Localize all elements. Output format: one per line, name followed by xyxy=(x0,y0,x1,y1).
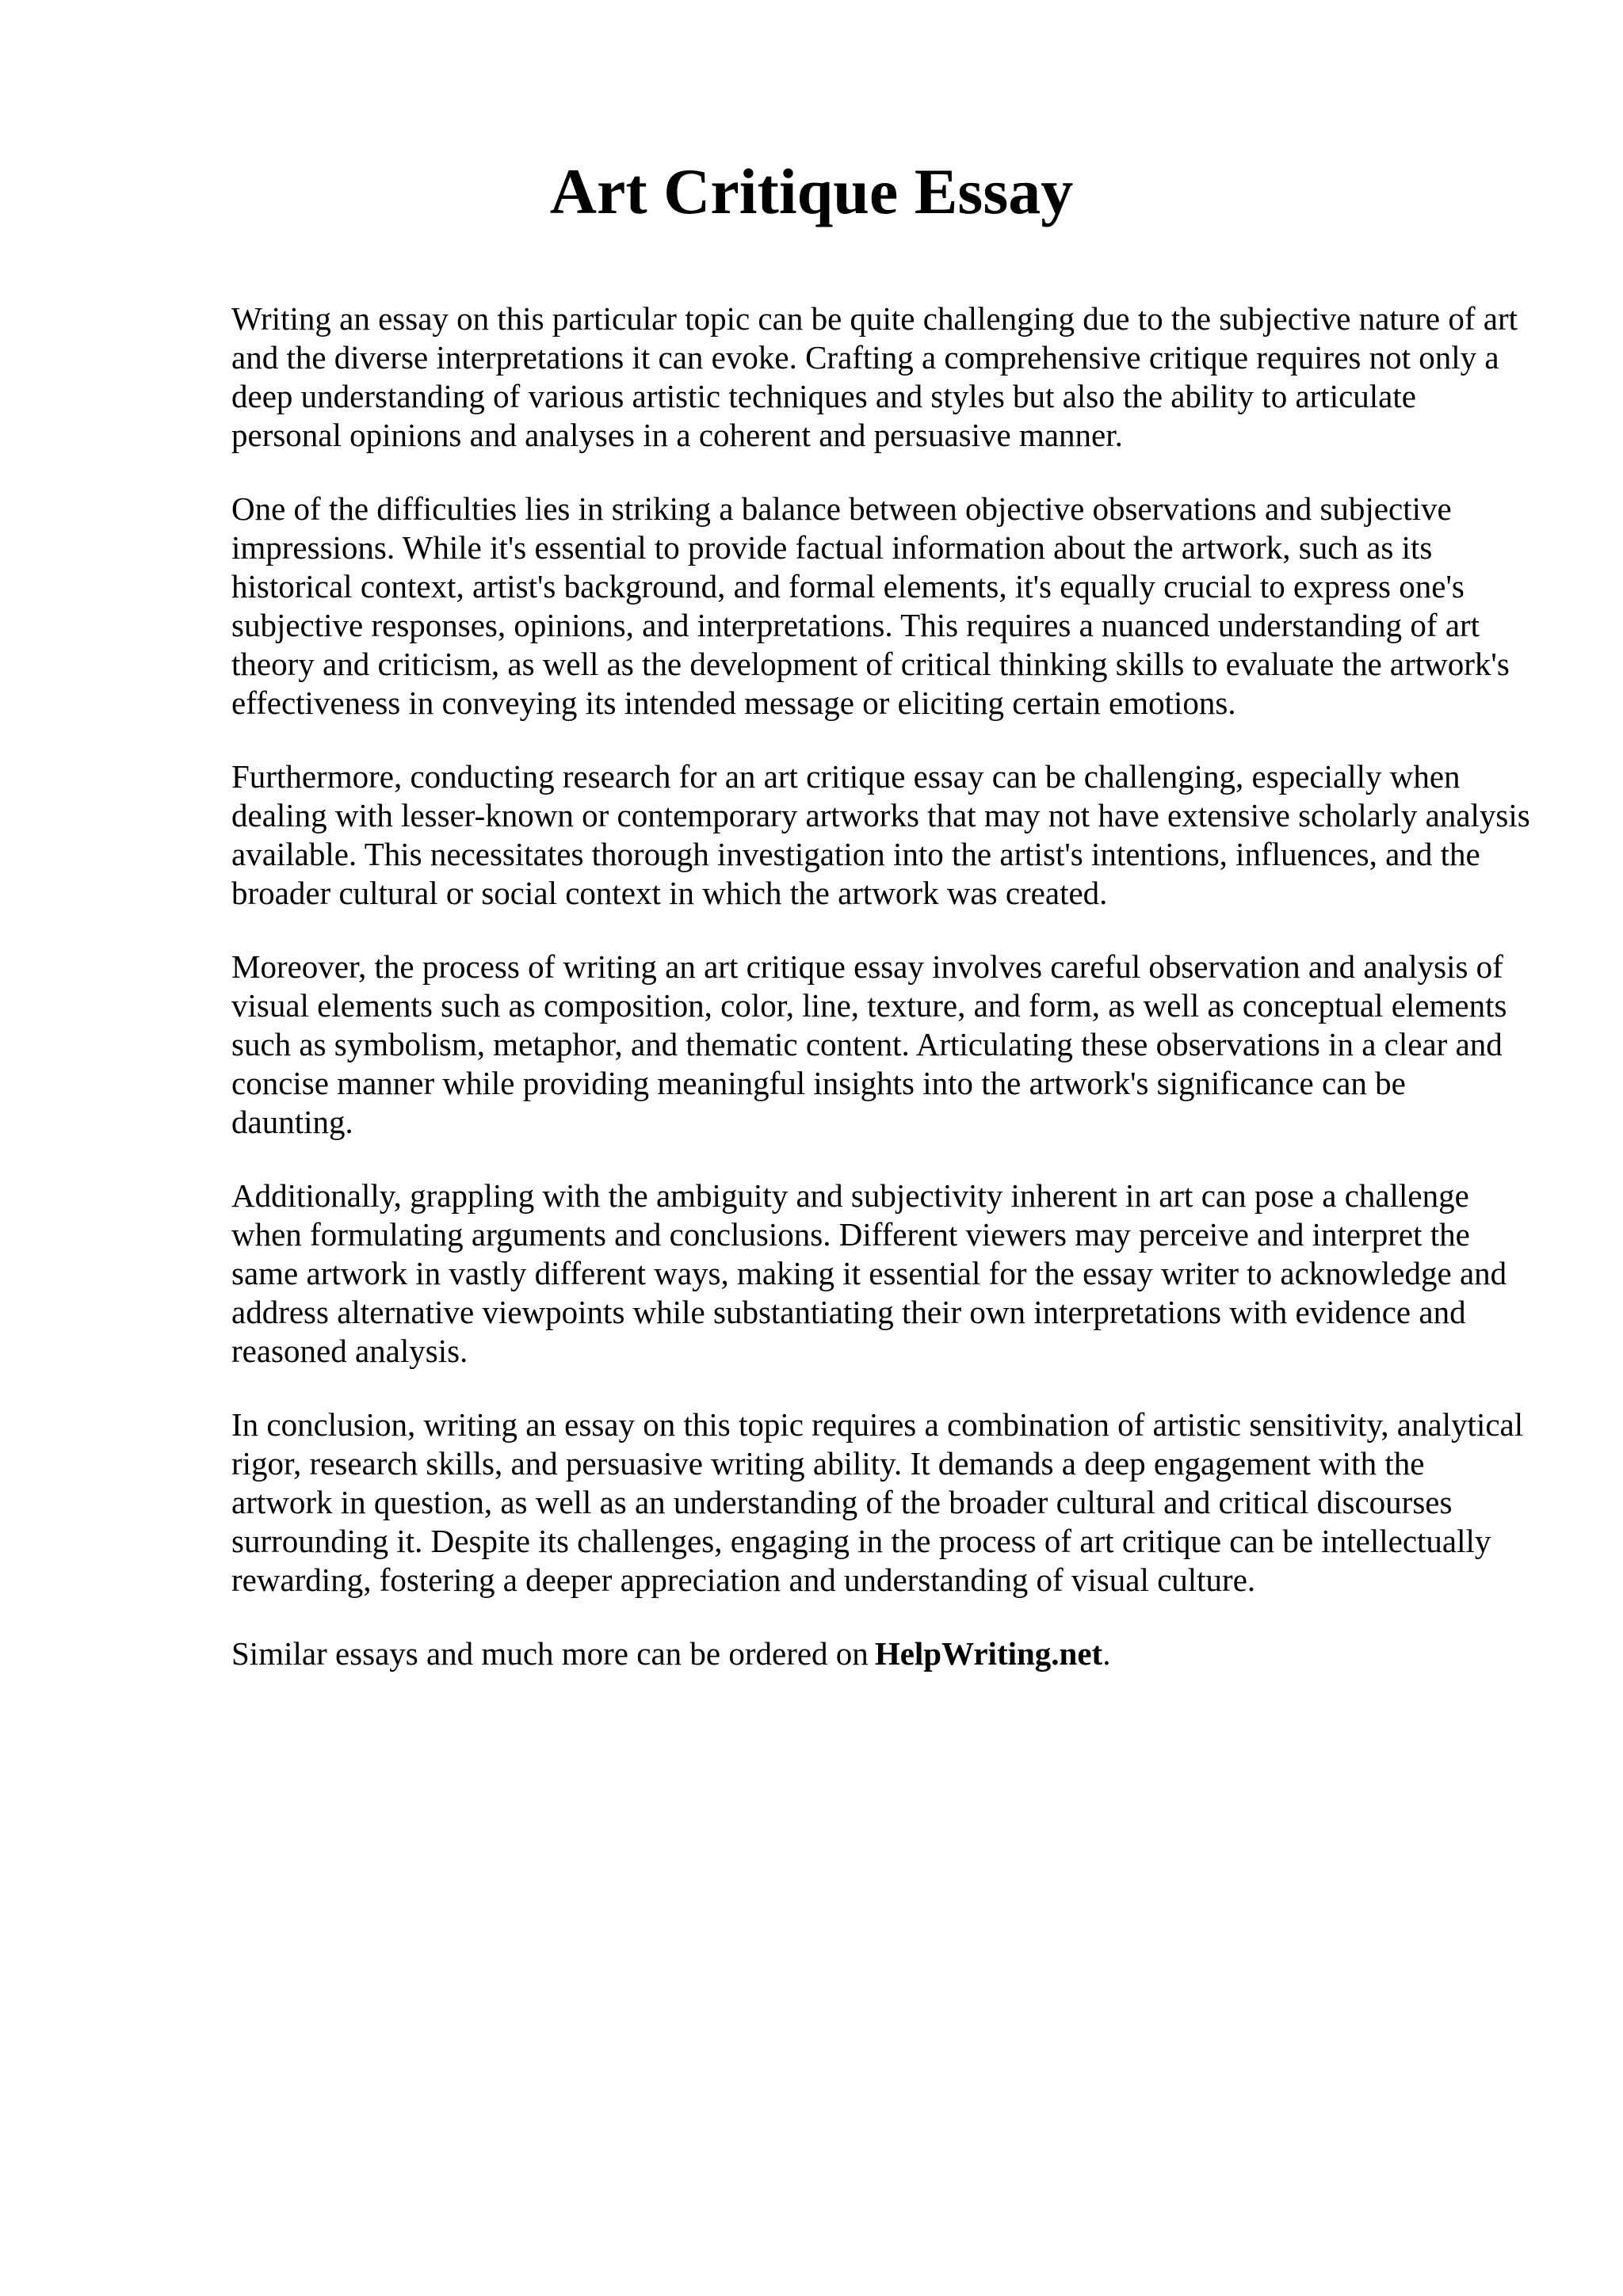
brand-link[interactable]: HelpWriting.net xyxy=(874,1635,1103,1672)
document-title: Art Critique Essay xyxy=(549,155,1074,227)
paragraph-intro: Writing an essay on this particular topic can be quite challenging due to the subjective nature of art and the diverse interpretations it can evoke. Crafting a comprehensive critique requires not only a deep understanding of various artistic techniques and styles but also the ability to articulate personal opinions and analyses in a coherent and persuasive manner. xyxy=(231,300,1518,453)
paragraph-research: Furthermore, conducting research for an art critique essay can be challenging, especially when dealing with lesser-known or contemporary artworks that may not have extensive scholarly analysis available. This necessitates thorough investigation into the artist's intentions, influences, and the broader cultural or social context in which the artwork was created. xyxy=(231,758,1530,911)
document-body xyxy=(231,299,1531,1708)
footer-prefix: Similar essays and much more can be ordered on xyxy=(231,1635,869,1672)
footer-suffix: . xyxy=(1102,1635,1111,1672)
paragraph-conclusion: In conclusion, writing an essay on this topic requires a combination of artistic sensitivity, analytical rigor, research skills, and persuasive writing ability. It demands a deep engagement with the artwork in question, as well as an understanding of the broader cultural and critical discourses surrounding it. Despite its challenges, engaging in the process of art critique can be intellectually rewarding, fostering a deeper appreciation and understanding of visual culture. xyxy=(231,1406,1524,1598)
footer-line xyxy=(231,1634,1531,1673)
paragraph-observation: Moreover, the process of writing an art critique essay involves careful observation and analysis of visual elements such as composition, color, line, texture, and form, as well as conceptual elements such as symbolism, metaphor, and thematic content. Articulating these observations in a clear and concise manner while providing meaningful insights into the artwork's significance can be daunting. xyxy=(231,948,1507,1140)
paragraph-balance: One of the difficulties lies in striking a balance between objective observations and subjective impressions. While it's essential to provide factual information about the artwork, such as its historical context, artist's background, and formal elements, it's equally crucial to express one's subjective responses, opinions, and interpretations. This requires a nuanced understanding of art theory and criticism, as well as the development of critical thinking skills to evaluate the artwork's effectiveness in conveying its intended message or eliciting certain emotions. xyxy=(231,490,1510,721)
paragraph-ambiguity: Additionally, grappling with the ambiguity and subjectivity inherent in art can pose a challenge when formulating arguments and conclusions. Different viewers may perceive and interpret the same artwork in vastly different ways, making it essential for the essay writer to acknowledge and address alternative viewpoints while substantiating their own interpretations with evidence and reasoned analysis. xyxy=(231,1177,1507,1369)
